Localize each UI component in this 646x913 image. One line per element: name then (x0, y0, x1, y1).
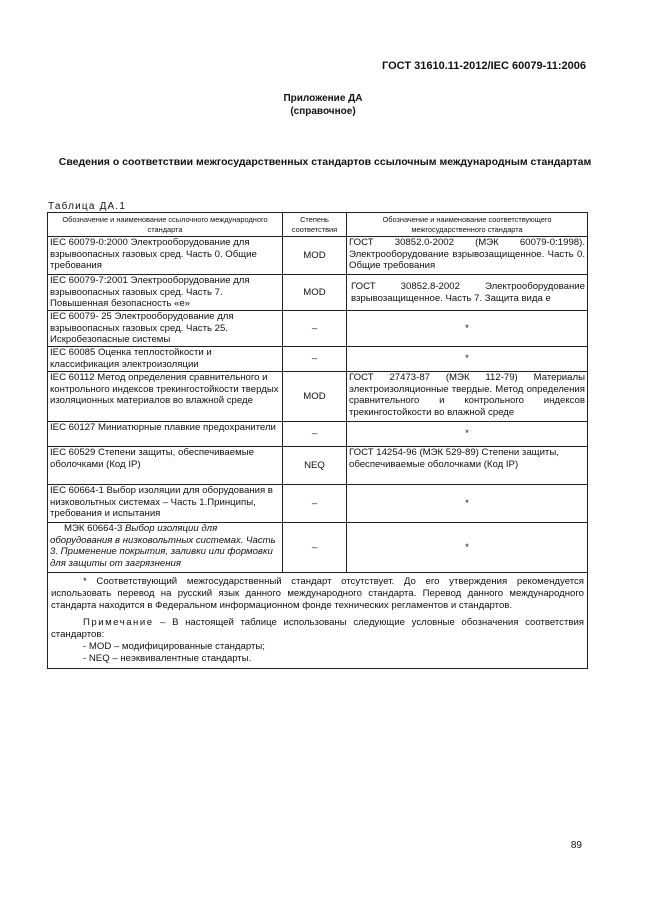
standard-code: МЭК 60664-3 (64, 523, 126, 534)
note-text: – В настоящей таблице использованы следующие условные обозначения соответствия стандартов: (51, 617, 584, 641)
cell-international: IEC 60079-7:2001 Электрооборудование для взрывоопасных газовых сред. Часть 7. Повышенная безопасность «е» (48, 275, 283, 311)
table-row (48, 523, 588, 573)
cell-international: IEC 60079- 25 Электрооборудование для взрывоопасных газовых сред. Часть 25. Искробезопасные системы (48, 311, 283, 347)
cell-degree: – (283, 311, 347, 347)
cell-national: * (347, 422, 588, 447)
cell-national: * (347, 485, 588, 523)
note (51, 617, 584, 641)
footnote: * Соответствующий межгосударственный стандарт отсутствует. До его утверждения рекомендуется использовать перевод на русский язык данного международного стандарта. Перевод данного международного стандарта находится в Федеральном информационном фонде технических регламентов и стандартов. (51, 576, 584, 611)
cell-degree: MOD (283, 275, 347, 311)
cell-degree: MOD (283, 372, 347, 422)
table-header-row (48, 213, 588, 237)
table-notes (48, 573, 588, 669)
header-degree: Степень соответствия (283, 213, 347, 237)
cell-international: IEC 60112 Метод определения сравнительного и контрольного индексов трекингостойкости твердых изоляционных материалов во влажной среде (48, 372, 283, 422)
header-national-standard: Обозначение и наименование соответствующего межгосударственного стандарта (347, 213, 588, 237)
cell-national: * (347, 347, 588, 372)
abbreviation-mod: - MOD – модифицированные стандарты; (83, 640, 265, 652)
table-row (48, 311, 588, 347)
correspondence-table (47, 212, 588, 669)
cell-degree: – (283, 422, 347, 447)
table-label: Таблица ДА.1 (48, 201, 127, 212)
table-row (48, 485, 588, 523)
abbreviation-neq: - NEQ – неэквивалентные стандарты. (83, 652, 252, 664)
cell-international: IEC 60127 Миниатюрные плавкие предохранители (48, 422, 283, 447)
appendix-title: Приложение ДА (283, 93, 363, 104)
table-row (48, 275, 588, 311)
cell-international: IEC 60079-0:2000 Электрооборудование для взрывоопасных газовых сред. Часть 0. Общие требования (48, 237, 283, 275)
cell-national: ГОСТ 30852.8-2002 Электрооборудование взрывозащищенное. Часть 7. Защита вида е (347, 275, 588, 311)
cell-national: ГОСТ 30852.0-2002 (МЭК 60079-0:1998). Электрооборудование взрывозащищенное. Часть 0. Общие требования (347, 237, 588, 275)
standard-title-italic: Выбор изоляции для оборудования в низковольтных системах. Часть 3. Применение покрытия, заливки или формовки для защиты от загрязнения (50, 523, 276, 569)
table-row (48, 422, 588, 447)
cell-degree: – (283, 347, 347, 372)
table-notes-row (48, 573, 588, 669)
table-row (48, 447, 588, 485)
table-row (48, 372, 588, 422)
cell-international (48, 523, 283, 573)
cell-degree: – (283, 523, 347, 573)
cell-international: IEC 60664-1 Выбор изоляции для оборудования в низковольтных системах – Часть 1.Принципы, требования и испытания (48, 485, 283, 523)
header-international-standard: Обозначение и наименование ссылочного международного стандарта (48, 213, 283, 237)
page-number: 89 (570, 840, 582, 851)
table-row (48, 237, 588, 275)
cell-degree: MOD (283, 237, 347, 275)
note-label: Примечание (83, 617, 154, 629)
cell-national: * (347, 311, 588, 347)
cell-international-italic (50, 523, 276, 569)
cell-national: ГОСТ 27473-87 (МЭК 112-79) Материалы электроизоляционные твердые. Метод определения сравнительного и контрольного индексов трекингостойкости во влажной среде (347, 372, 588, 422)
section-title: Сведения о соответствии межгосударственных стандартов ссылочным международным стандартам (58, 156, 592, 168)
appendix-heading (0, 92, 646, 118)
cell-degree: NEQ (283, 447, 347, 485)
cell-national: * (347, 523, 588, 573)
cell-national: ГОСТ 14254-96 (МЭК 529-89) Степени защиты, обеспечиваемые оболочками (Код IP) (347, 447, 588, 485)
cell-international: IEC 60529 Степени защиты, обеспечиваемые оболочками (Код IP) (48, 447, 283, 485)
cell-degree: – (283, 485, 347, 523)
appendix-subtitle: (справочное) (290, 106, 356, 117)
cell-international: IEC 60085 Оценка теплостойкости и классификация электроизоляции (48, 347, 283, 372)
document-code: ГОСТ 31610.11-2012/IEC 60079-11:2006 (382, 60, 586, 72)
table-row (48, 347, 588, 372)
